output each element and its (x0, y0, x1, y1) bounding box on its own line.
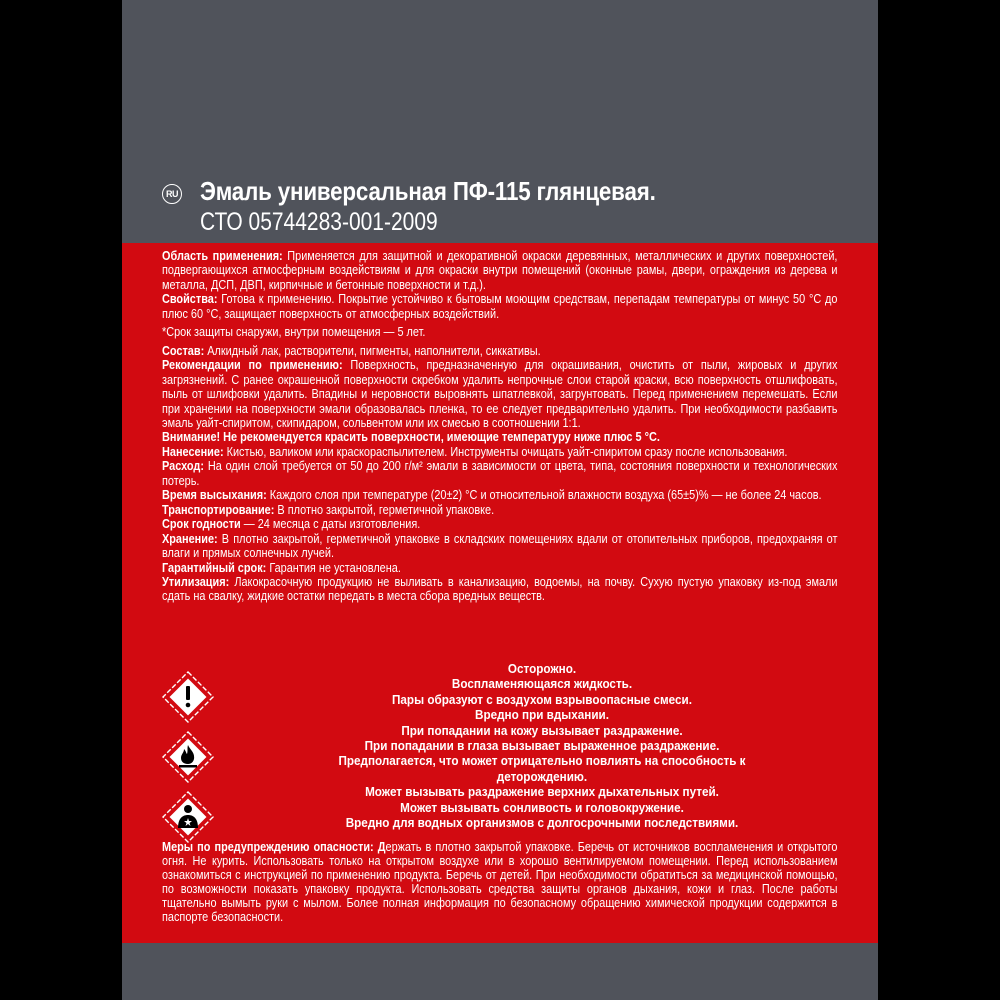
section-text: В плотно закрытой, герметичной упаковке. (274, 502, 495, 517)
section-text: Кистью, валиком или краскораспылителем. Инструменты очищать уайт-спиритом сразу после использования. (223, 444, 788, 459)
section-text: В плотно закрытой, герметичной упаковке в складских помещениях вдали от отопительных приборов, предохраняя от влаги и прямых солнечных лучей. (162, 531, 838, 561)
section-label: Нанесение: (162, 444, 224, 459)
section-attention (162, 430, 837, 444)
section-label: Хранение: (162, 531, 218, 546)
hazard-line: Осторожно. (507, 661, 577, 676)
section-protection-note (162, 325, 837, 339)
hazard-line: При попадании в глаза вызывает выраженное раздражение. (364, 738, 720, 754)
section-text: Применяется для защитной и декоративной окраски деревянных, металлических и других поверхностей, подвергающихся атмосферным воздействиям и для окраски внутри помещений (оконные рамы, двери, ограждения из дерева и металла, ДСП, ДВП, кирпичные и бетонные поверхности и т.д.). (162, 249, 838, 292)
section-consumption (162, 459, 837, 488)
section-drying-time (162, 488, 837, 502)
section-text: Гарантия не установлена. (266, 560, 401, 575)
info-block (122, 243, 878, 943)
hazard-line: Предполагается, что может отрицательно повлиять на способность к (338, 753, 746, 769)
section-warranty (162, 561, 837, 575)
measures-text: ержать в плотно закрытой упаковке. Беречь от источников воспламенения и открытого огня. Не курить. Использовать только на открытом воздухе или в хорошо вентилируемом помещении. Перед использованием ознакомиться с инструкцией по применению продукта. Беречь от детей. При необходимости обратиться за медицинской помощью, по возможности показать упаковку продукта. Использовать средства защиты органов дыхания, кожи и глаз. После работы тщательно вымыть руки с мылом. Более полная информация по безопасному обращению химической продукции содержится в паспорте безопасности. (162, 840, 838, 925)
hazard-line: Вредно для водных организмов с долгосрочными последствиями. (345, 815, 739, 831)
health-hazard-icon (162, 791, 214, 843)
hazard-line: Воспламеняющаяся жидкость. (451, 676, 633, 692)
section-text: Готова к применению. Покрытие устойчиво к бытовым моющим средствам, перепадам температуры от минус 50 °С до плюс 60 °С, защищает поверхность от атмосферных воздействий. (162, 292, 838, 321)
hazard-line: деторождению. (496, 768, 588, 784)
exclamation-mark-icon (162, 671, 214, 723)
section-application (162, 249, 837, 292)
product-standard: СТО 05744283-001-2009 (200, 208, 438, 236)
section-text: Каждого слоя при температуре (20±2) °С и относительной влажности воздуха (65±5)% — не более 24 часов. (266, 488, 822, 503)
section-storage (162, 532, 837, 561)
section-label: Транспортирование: (162, 502, 275, 517)
section-label: Гарантийный срок: (162, 560, 267, 575)
section-text: Алкидный лак, растворители, пигменты, наполнители, сиккативы. (204, 343, 541, 358)
precaution-measures (162, 840, 837, 925)
hazard-line: Может вызывать сонливость и головокружение. (400, 799, 684, 815)
section-label: Состав: (162, 343, 205, 358)
section-label: Свойства: (162, 292, 218, 307)
section-text: *Срок защиты снаружи, внутри помещения — 5 лет. (162, 325, 426, 340)
section-label: Утилизация: (162, 574, 230, 589)
section-transport (162, 503, 837, 517)
section-label: Время высыхания: (162, 488, 267, 503)
label-panel (122, 0, 878, 1000)
flame-icon (162, 731, 214, 783)
section-label: Внимание! Не рекомендуется красить поверхности, имеющие температуру ниже плюс 5 °С. (162, 430, 660, 445)
section-label: Область применения: (162, 249, 283, 263)
section-disposal (162, 575, 837, 604)
hazard-block (122, 657, 878, 837)
hazard-statements (222, 661, 862, 830)
ru-language-badge: RU (162, 184, 182, 204)
hazard-line: Вредно при вдыхании. (475, 707, 609, 723)
measures-label: Меры по предупреждению опасности: Д (162, 840, 386, 854)
section-label: Расход: (162, 459, 204, 474)
hazard-line: Пары образуют с воздухом взрывоопасные смеси. (392, 691, 692, 707)
product-description (162, 249, 837, 604)
product-title: Эмаль универсальная ПФ-115 глянцевая. (200, 176, 656, 206)
section-composition (162, 344, 837, 358)
section-properties (162, 292, 837, 321)
section-label: Рекомендации по применению: (162, 358, 343, 373)
section-text: Поверхность, предназначенную для окрашивания, очистить от пыли, жировых и других загрязнений. С ранее окрашенной поверхности скребком удалить непрочные слои старой краски, всю поверхность отшлифовать, пыль от шлифовки удалить. Впадины и неровности выровнять шпатлевкой, загрунтовать. Перед применением перемешать. Если при хранении на поверхности эмали образовалась пленка, то ее следует предварительно удалить. При необходимости разбавить эмаль уайт-спиритом, скипидаром, сольвентом или их смесью в соотношении 1:1. (162, 358, 838, 430)
section-application-method (162, 445, 837, 459)
section-shelf-life (162, 517, 837, 531)
hazard-line: Может вызывать раздражение верхних дыхательных путей. (365, 784, 719, 800)
section-text: Лакокрасочную продукцию не выливать в канализацию, водоемы, на почву. Сухую пустую упаковку из-под эмали сдать на свалку, жидкие остатки передать в места сбора вредных веществ. (162, 574, 838, 604)
section-text: — 24 месяца с даты изготовления. (240, 517, 421, 532)
section-label: Срок годности (162, 517, 241, 532)
ghs-pictograms (162, 671, 214, 851)
section-recommendations (162, 358, 837, 430)
hazard-line: При попадании на кожу вызывает раздражение. (401, 722, 683, 738)
section-text: На один слой требуется от 50 до 200 г/м² эмали в зависимости от цвета, типа, состояния поверхности и технологических потерь. (162, 459, 838, 488)
